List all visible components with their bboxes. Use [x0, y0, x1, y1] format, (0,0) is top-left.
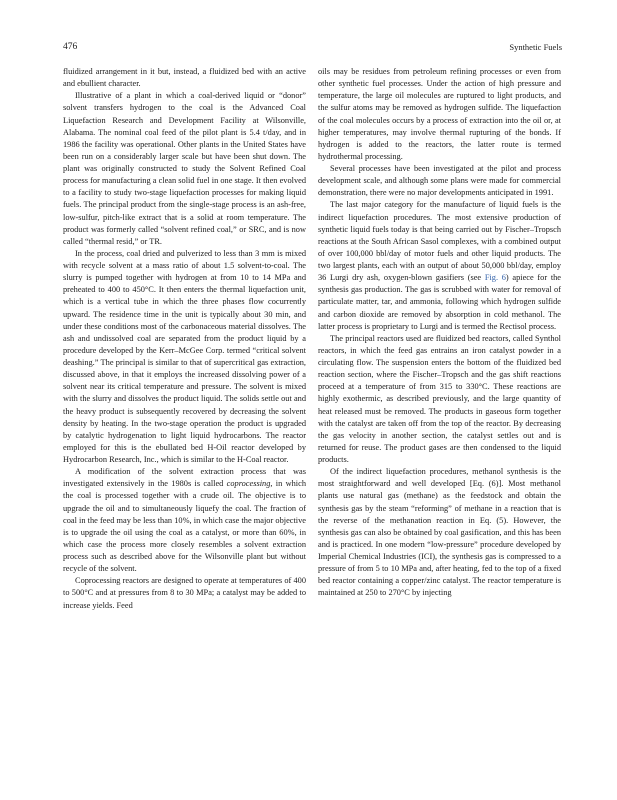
paragraph-text: , in which the coal is processed together with a crude oil. The objective is to upgrade the oil and to simultaneously liquefy the coal. The fraction of coal in the feed may be less than 10%, in which case the major objective is to upgrade the oil using the coal as a catalyst, or more than 60%, in which case the process more closely resembles a solvent extraction process such as described above for the Wilsonville plant but without recycle of the solvent. — [63, 479, 306, 574]
paragraph: In the process, coal dried and pulverized to less than 3 mm is mixed with recycle solvent at a mass ratio of about 1.5 solvent-to-coal. The slurry is pumped together with hydrogen at from 10 to 14 MPa and preheated to 400 to 450°C. It then enters the thermal liquefaction unit, which is a vertical tube in which the three phases flow cocurrently upward. The residence time in the unit is typically about 30 min, and under these conditions most of the carbonaceous material dissolves. The ash and undissolved coal are separated from the product liquid by a procedure developed by the Kerr–McGee Corp. termed “critical solvent deashing.” The principal is similar to that of supercritical gas extraction, discussed above, in that it employs the increased dissolving power of a solvent near its critical temperature and pressure. The solvent is mixed with the slurry and dissolves the product liquid. The solids settle out and the heavy product is subsequently recovered by decreasing the solvent density by heating. In the two-stage operation the product is upgraded by catalytic hydrogenation to light liquid hydrocarbons. The reactor employed for this is the ebullated bed H-Oil reactor developed by Hydrocarbon Research, Inc., which is similar to the H-Coal reactor. — [63, 248, 306, 464]
paragraph: Coprocessing reactors are designed to operate at temperatures of 400 to 500°C and at pressures from 8 to 30 MPa; a catalyst may be added to increase yields. Feed — [63, 576, 306, 610]
right-column — [318, 66, 561, 600]
page-header — [63, 42, 562, 56]
paragraph — [318, 199, 561, 332]
paragraph: fluidized arrangement in it but, instead, a fluidized bed with an active and ebullient character. — [63, 67, 306, 89]
paragraph-text: ) apiece for the synthesis gas production. The gas is scrubbed with water for removal of particulate matter, tar, and ammonia, following which hydrogen sulfide and carbon dioxide are removed by absorption in cold methanol. The latter process is proprietary to Lurgi and is termed the Rectisol process. — [318, 273, 562, 331]
paragraph-text: A modification of the solvent extraction process that was investigated extensively in the 1980s is called — [63, 467, 306, 489]
left-column — [63, 66, 306, 612]
paragraph: Illustrative of a plant in which a coal-derived liquid or “donor” solvent transfers hydrogen to the coal is the Advanced Coal Liquefaction Research and Development Facility at Wilsonville, Alabama. The nominal coal feed of the pilot plant is 5.4 t/day, and in 1986 the facility was operational. Other plants in the United States have been run on a considerably larger scale but have been shut down. The plant was originally constructed to study the Solvent Refined Coal process for manufacturing a clean solid fuel in one stage. It then evolved to a facility to study two-stage liquefaction processes for making liquid fuels. The principal product from the single-stage process is an ash-free, low-sulfur, pitch-like extract that is a solid at room temperature. The product was formerly called “solvent refined coal,” or SRC, and is now called “thermal resid,” or TR. — [63, 91, 306, 246]
running-head: Synthetic Fuels — [509, 42, 562, 52]
paragraph: Of the indirect liquefaction procedures, methanol synthesis is the most straightforward and well developed [Eq. (6)]. Most methanol plants use natural gas (methane) as the feedstock and obtain the synthesis gas by the steam “reforming” of methane in a reaction that is the reverse of the methanation reaction in Eq. (5). However, the synthesis gas can also be obtained by coal gasification, and this has been and is practiced. In one modern “low-pressure” procedure developed by Imperial Chemical Industries (ICI), the synthesis gas is compressed to a pressure of from 5 to 10 MPa and, after heating, fed to the top of a fixed bed reactor containing a copper/zinc catalyst. The reactor temperature is maintained at 250 to 270°C by injecting — [318, 467, 561, 598]
italic-term: coprocessing — [226, 479, 271, 489]
paragraph — [63, 466, 306, 575]
page-number: 476 — [63, 42, 78, 52]
paragraph-text: The last major category for the manufacture of liquid fuels is the indirect liquefaction procedures. The most extensive production of synthetic liquid fuels today is that being carried out by Fischer–Tropsch reactions at the South African Sasol complexes, with a combined output of over 100,000 bbl/day of motor fuels and other liquid products. The two largest plants, each with an output of about 50,000 bbl/day, employ 36 Lurgi dry ash, oxygen-blown gasifiers (see — [318, 200, 561, 283]
paragraph: The principal reactors used are fluidized bed reactors, called Synthol reactors, in which the feed gas entrains an iron catalyst powder in a circulating flow. The suspension enters the bottom of the fluidized bed reaction section, where the Fischer–Tropsch and the gas shift reactions proceed at a temperature of from 315 to 330°C. These reactions are highly exothermic, as described previously, and the large quantity of heat released must be removed. The products in gaseous form together with the catalyst are taken off from the top of the reactor. By decreasing the gas velocity in another section, the catalyst settles out and is returned for reuse. The product gases are then condensed to the liquid products. — [318, 333, 561, 464]
paragraph: oils may be residues from petroleum refining processes or even from other synthetic fuel processes. Under the action of high pressure and temperature, the large oil molecules are ruptured to light products, and the sulfur atoms may be removed as hydrogen sulfide. The liquefaction of the coal molecules occurs by a process of extraction into the oil or, at higher temperatures, may involve thermal rupturing of the bonds. If hydrogen is added to the reactors, the latter route is termed hydrothermal processing. — [318, 67, 561, 161]
paragraph: Several processes have been investigated at the pilot and process development scale, and although some plans were made for commercial demonstration, there were no major developments anticipated in 1991. — [318, 164, 561, 198]
figure-link[interactable]: Fig. 6 — [484, 273, 506, 283]
